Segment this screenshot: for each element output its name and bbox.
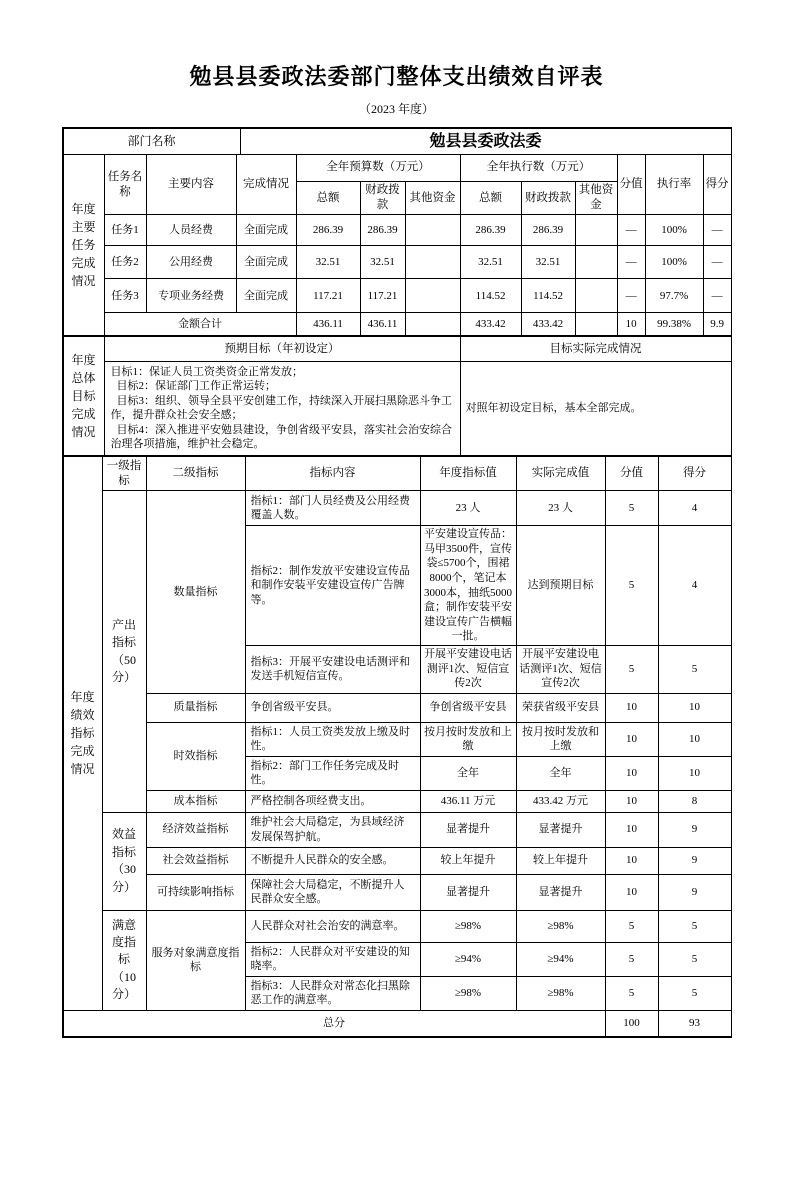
col-header-score: 得分 — [658, 456, 731, 491]
expected-goals-cell — [104, 361, 460, 455]
exec-other-cell — [575, 279, 617, 313]
budget-total-cell: 286.39 — [296, 215, 360, 246]
table-row — [63, 279, 731, 313]
score-cell: 9 — [658, 812, 731, 847]
col-header-budget-group: 全年预算数（万元） — [296, 155, 460, 182]
col-header-exec-fiscal: 财政拨款 — [521, 182, 575, 215]
self-evaluation-table — [62, 127, 732, 1038]
table-row — [63, 129, 731, 155]
actual-value-cell: 开展平安建设电话测评1次、短信宣传2次 — [516, 645, 605, 693]
table-row — [63, 790, 731, 812]
score-value-cell: — — [617, 215, 645, 246]
score-value-cell: — — [617, 246, 645, 279]
actual-value-cell: 荣获省级平安县 — [516, 693, 605, 722]
table-row — [63, 812, 731, 847]
grand-total-score: 93 — [658, 1010, 731, 1036]
score-value-cell: 5 — [605, 910, 658, 942]
page-subtitle: （2023 年度） — [358, 102, 434, 116]
col-header-status: 完成情况 — [236, 155, 296, 215]
actual-value-cell: 显著提升 — [516, 812, 605, 847]
score-value-cell: 10 — [605, 756, 658, 790]
actual-goals-cell: 对照年初设定目标，基本全部完成。 — [460, 361, 731, 455]
task-status-cell: 全面完成 — [236, 279, 296, 313]
annual-value-cell: 显著提升 — [420, 812, 516, 847]
table-row — [63, 215, 731, 246]
score-cell: — — [703, 215, 731, 246]
score-value-cell: 5 — [605, 976, 658, 1010]
col-header-actual-value: 实际完成值 — [516, 456, 605, 491]
annual-value-cell: 436.11 万元 — [420, 790, 516, 812]
indicator-content-cell: 严格控制各项经费支出。 — [245, 790, 420, 812]
score-cell: — — [703, 246, 731, 279]
col-header-level1: 一级指标 — [102, 456, 146, 491]
col-header-exec-group: 全年执行数（万元） — [460, 155, 617, 182]
annual-value-cell: ≥98% — [420, 910, 516, 942]
exec-rate-cell: 97.7% — [645, 279, 703, 313]
col-header-budget-fiscal: 财政拨款 — [360, 182, 405, 215]
table-row — [63, 847, 731, 874]
col-header-budget-other: 其他资金 — [405, 182, 460, 215]
task-status-cell: 全面完成 — [236, 246, 296, 279]
indicator-content-cell: 指标2：制作发放平安建设宣传品和制作安装平安建设宣传广告牌等。 — [245, 526, 420, 645]
task-status-cell: 全面完成 — [236, 215, 296, 246]
table-row — [63, 910, 731, 942]
actual-goals-header: 目标实际完成情况 — [460, 336, 731, 361]
task-content-cell: 专项业务经费 — [146, 279, 236, 313]
level1-satisfaction-indicators: 满意度指标（10分） — [102, 910, 146, 1010]
goal-line: 目标1：保证人员工资类资金正常发放； — [110, 365, 303, 378]
table-row — [63, 693, 731, 722]
col-header-budget-total: 总额 — [296, 182, 360, 215]
score-value-cell: 5 — [605, 526, 658, 645]
annual-value-cell: ≥98% — [420, 976, 516, 1010]
budget-fiscal-cell: 117.21 — [360, 279, 405, 313]
score-value-cell: 10 — [617, 313, 645, 336]
score-cell: 9.9 — [703, 313, 731, 336]
task-content-cell: 人员经费 — [146, 215, 236, 246]
indicator-content-cell: 不断提升人民群众的安全感。 — [245, 847, 420, 874]
level2-economic-benefit-indicator: 经济效益指标 — [146, 812, 245, 847]
score-value-cell: 10 — [605, 874, 658, 910]
exec-fiscal-cell: 114.52 — [521, 279, 575, 313]
score-cell: 10 — [658, 756, 731, 790]
col-header-exec-rate: 执行率 — [645, 155, 703, 215]
budget-other-cell — [405, 215, 460, 246]
annual-value-cell: ≥94% — [420, 942, 516, 976]
page-title: 勉县县委政法委部门整体支出绩效自评表 — [189, 64, 604, 89]
exec-fiscal-cell: 286.39 — [521, 215, 575, 246]
actual-value-cell: 达到预期目标 — [516, 526, 605, 645]
exec-rate-cell: 100% — [645, 215, 703, 246]
annual-value-cell: 显著提升 — [420, 874, 516, 910]
score-cell: — — [703, 279, 731, 313]
score-cell: 4 — [658, 526, 731, 645]
dept-table — [63, 128, 732, 155]
score-cell: 8 — [658, 790, 731, 812]
level2-quality-indicator: 质量指标 — [146, 693, 245, 722]
exec-other-cell — [575, 313, 617, 336]
actual-value-cell: ≥94% — [516, 942, 605, 976]
indicator-content-cell: 指标2：部门工作任务完成及时性。 — [245, 756, 420, 790]
annual-value-cell: 全年 — [420, 756, 516, 790]
dept-name-label: 部门名称 — [63, 129, 240, 155]
indicator-content-cell: 维护社会大局稳定，为县域经济发展保驾护航。 — [245, 812, 420, 847]
annual-value-cell: 平安建设宣传品：马甲3500件，宣传袋≤5700个，围裙8000个，笔记本3000本，抽纸5000盒；制作安装平安建设宣传广告横幅一批。 — [420, 526, 516, 645]
level2-cost-indicator: 成本指标 — [146, 790, 245, 812]
actual-value-cell: 433.42 万元 — [516, 790, 605, 812]
score-cell: 10 — [658, 693, 731, 722]
actual-value-cell: 全年 — [516, 756, 605, 790]
task-name-cell: 任务1 — [104, 215, 146, 246]
annual-value-cell: 23 人 — [420, 491, 516, 526]
col-header-level2: 二级指标 — [146, 456, 245, 491]
annual-value-cell: 开展平安建设电话测评1次、短信宣传2次 — [420, 645, 516, 693]
score-value-cell: 5 — [605, 645, 658, 693]
table-row — [63, 336, 731, 361]
table-row — [63, 874, 731, 910]
score-cell: 10 — [658, 722, 731, 756]
indicator-content-cell: 指标3：开展平安建设电话测评和发送手机短信宣传。 — [245, 645, 420, 693]
score-cell: 4 — [658, 491, 731, 526]
exec-fiscal-cell: 32.51 — [521, 246, 575, 279]
level2-service-satisfaction-indicator: 服务对象满意度指标 — [146, 910, 245, 1010]
table-row — [63, 155, 731, 182]
goal-line: 目标4：深入推进平安勉县建设，争创省级平安县，落实社会治安综合治理各项措施，维护社会稳定。 — [110, 423, 453, 451]
table-row — [63, 491, 731, 526]
actual-value-cell: 23 人 — [516, 491, 605, 526]
goal-line: 目标3：组织、领导全县平安创建工作，持续深入开展扫黑除恶斗争工作，提升群众社会安全感； — [110, 394, 453, 422]
score-value-cell: 10 — [605, 812, 658, 847]
indicator-content-cell: 指标3：人民群众对常态化扫黑除恶工作的满意率。 — [245, 976, 420, 1010]
exec-total-cell: 114.52 — [460, 279, 521, 313]
score-value-cell: 10 — [605, 693, 658, 722]
score-cell: 5 — [658, 645, 731, 693]
indicators-side-label: 年度绩效指标完成情况 — [63, 456, 102, 1010]
table-row — [63, 1010, 731, 1036]
annual-value-cell: 按月按时发放和上缴 — [420, 722, 516, 756]
task-name-cell: 任务3 — [104, 279, 146, 313]
col-header-exec-other: 其他资金 — [575, 182, 617, 215]
table-row — [63, 313, 731, 336]
task-content-cell: 公用经费 — [146, 246, 236, 279]
table-row — [63, 722, 731, 756]
actual-value-cell: ≥98% — [516, 910, 605, 942]
col-header-content: 主要内容 — [146, 155, 236, 215]
col-header-score: 得分 — [703, 155, 731, 215]
expected-goals-header: 预期目标（年初设定） — [104, 336, 460, 361]
indicator-content-cell: 人民群众对社会治安的满意率。 — [245, 910, 420, 942]
col-header-indicator-content: 指标内容 — [245, 456, 420, 491]
goals-side-label: 年度总体目标完成情况 — [63, 336, 104, 455]
actual-value-cell: 较上年提升 — [516, 847, 605, 874]
exec-total-cell: 286.39 — [460, 215, 521, 246]
actual-value-cell: 显著提升 — [516, 874, 605, 910]
level1-benefit-indicators: 效益指标（30分） — [102, 812, 146, 910]
exec-rate-cell: 100% — [645, 246, 703, 279]
table-row — [63, 246, 731, 279]
budget-total-cell: 117.21 — [296, 279, 360, 313]
exec-other-cell — [575, 246, 617, 279]
score-value-cell: 5 — [605, 491, 658, 526]
col-header-score-value: 分值 — [617, 155, 645, 215]
col-header-exec-total: 总额 — [460, 182, 521, 215]
score-value-cell: — — [617, 279, 645, 313]
grand-total-label: 总分 — [63, 1010, 605, 1036]
budget-other-cell — [405, 279, 460, 313]
indicator-content-cell: 保障社会大局稳定，不断提升人民群众安全感。 — [245, 874, 420, 910]
tasks-table — [63, 154, 732, 336]
actual-value-cell: ≥98% — [516, 976, 605, 1010]
budget-fiscal-cell: 286.39 — [360, 215, 405, 246]
budget-total-cell: 32.51 — [296, 246, 360, 279]
level2-sustainability-indicator: 可持续影响指标 — [146, 874, 245, 910]
budget-total-cell: 436.11 — [296, 313, 360, 336]
exec-total-cell: 433.42 — [460, 313, 521, 336]
budget-fiscal-cell: 32.51 — [360, 246, 405, 279]
score-cell: 9 — [658, 847, 731, 874]
table-row — [63, 456, 731, 491]
score-cell: 5 — [658, 942, 731, 976]
score-cell: 9 — [658, 874, 731, 910]
budget-other-cell — [405, 313, 460, 336]
exec-rate-cell: 99.38% — [645, 313, 703, 336]
budget-fiscal-cell: 436.11 — [360, 313, 405, 336]
col-header-annual-value: 年度指标值 — [420, 456, 516, 491]
col-header-score-value: 分值 — [605, 456, 658, 491]
dept-name-value: 勉县县委政法委 — [240, 129, 731, 155]
indicator-content-cell: 争创省级平安县。 — [245, 693, 420, 722]
tasks-side-label: 年度主要任务完成情况 — [63, 155, 104, 336]
indicator-content-cell: 指标1：部门人员经费及公用经费覆盖人数。 — [245, 491, 420, 526]
task-name-cell: 任务2 — [104, 246, 146, 279]
goals-table — [63, 335, 732, 456]
score-value-cell: 10 — [605, 847, 658, 874]
goal-line: 目标2：保证部门工作正常运转； — [116, 380, 277, 393]
level2-quantity-indicator: 数量指标 — [146, 491, 245, 693]
annual-value-cell: 较上年提升 — [420, 847, 516, 874]
budget-other-cell — [405, 246, 460, 279]
exec-fiscal-cell: 433.42 — [521, 313, 575, 336]
col-header-task-name: 任务名称 — [104, 155, 146, 215]
indicator-content-cell: 指标2：人民群众对平安建设的知晓率。 — [245, 942, 420, 976]
annual-value-cell: 争创省级平安县 — [420, 693, 516, 722]
amount-total-label: 金额合计 — [104, 313, 296, 336]
score-value-cell: 10 — [605, 790, 658, 812]
exec-other-cell — [575, 215, 617, 246]
score-value-cell: 10 — [605, 722, 658, 756]
score-cell: 5 — [658, 910, 731, 942]
score-cell: 5 — [658, 976, 731, 1010]
grand-total-score-value: 100 — [605, 1010, 658, 1036]
actual-value-cell: 按月按时发放和上缴 — [516, 722, 605, 756]
level1-output-indicators: 产出指标（50分） — [102, 491, 146, 812]
indicators-table — [63, 455, 732, 1037]
table-row — [63, 361, 731, 455]
exec-total-cell: 32.51 — [460, 246, 521, 279]
level2-social-benefit-indicator: 社会效益指标 — [146, 847, 245, 874]
level2-timeliness-indicator: 时效指标 — [146, 722, 245, 790]
score-value-cell: 5 — [605, 942, 658, 976]
indicator-content-cell: 指标1：人员工资类发放上缴及时性。 — [245, 722, 420, 756]
